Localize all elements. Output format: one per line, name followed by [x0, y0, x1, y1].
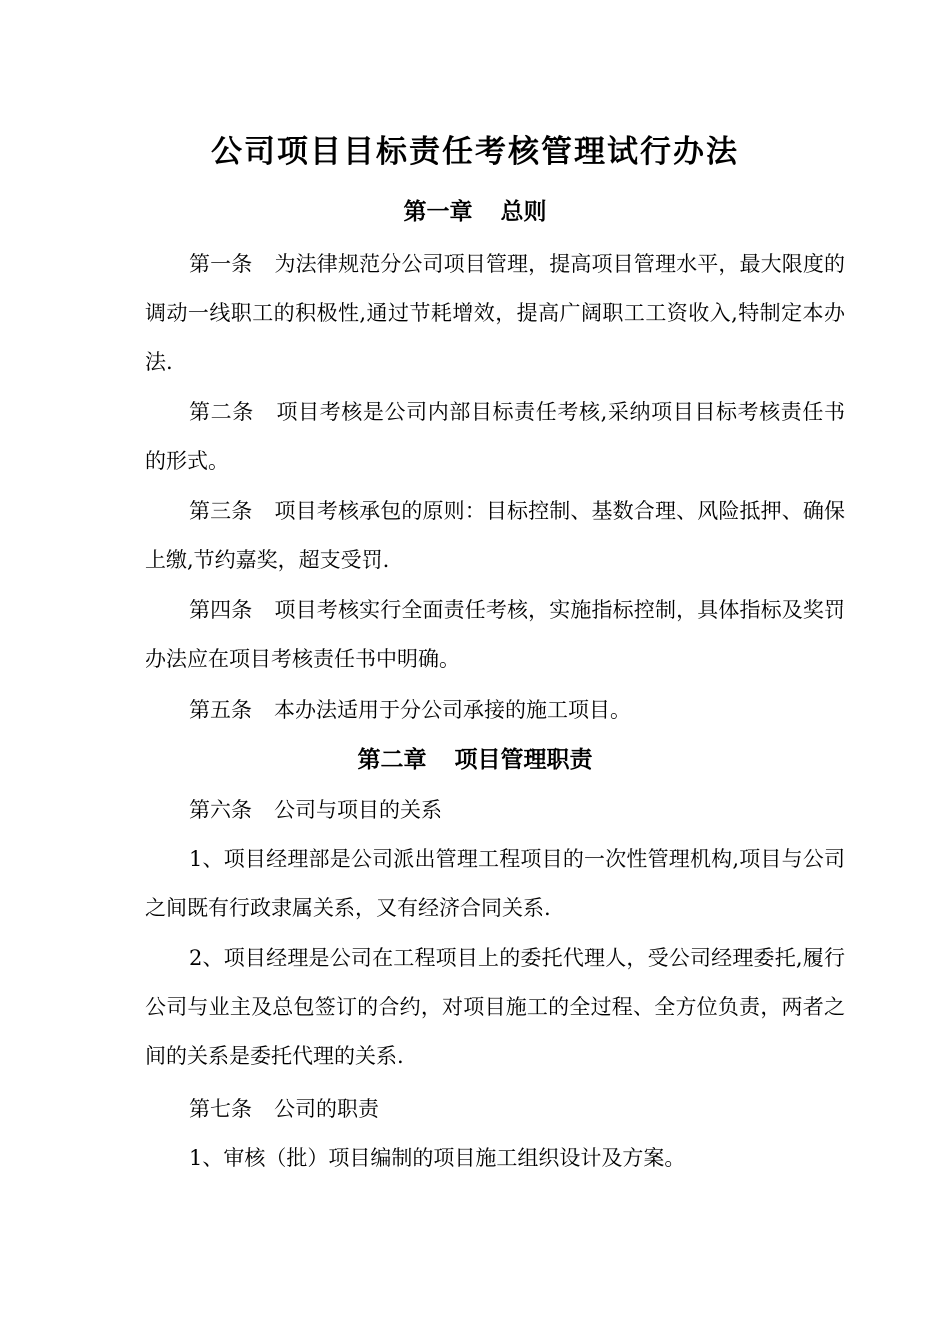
chapter-1-label: 第一章: [403, 198, 473, 225]
article-5-label: 第五条: [189, 698, 252, 722]
document-title: 公司项目目标责任考核管理试行办法: [211, 134, 739, 170]
article-6-item-1: 1、项目经理部是公司派出管理工程项目的一次性管理机构,项目与公司之间既有行政隶属关系，又有经济合同关系.: [145, 847, 845, 920]
article-1-text: 为法律规范分公司项目管理，提高项目管理水平，最大限度的调动一线职工的积极性,通过节耗增效，提高广阔职工工资收入,特制定本办法.: [145, 252, 846, 374]
article-6-item-2: 2、项目经理是公司在工程项目上的委托代理人，受公司经理委托,履行公司与业主及总包签订的合约，对项目施工的全过程、全方位负责，两者之间的关系是委托代理的关系.: [145, 946, 845, 1068]
article-2-label: 第二条: [189, 400, 254, 424]
article-7-item-1: 1、审核（批）项目编制的项目施工组织设计及方案。: [189, 1146, 686, 1170]
article-3: [145, 487, 845, 585]
article-2-text: 项目考核是公司内部目标责任考核,采纳项目目标考核责任书的形式。: [145, 400, 845, 473]
article-7: [189, 1085, 379, 1134]
chapter-2-label: 第二章: [357, 746, 427, 773]
article-4-label: 第四条: [189, 598, 253, 622]
chapter-1-name: 总则: [500, 198, 547, 225]
article-6: [189, 786, 442, 835]
article-3-label: 第三条: [189, 499, 253, 523]
article-4-text: 项目考核实行全面责任考核，实施指标控制，具体指标及奖罚办法应在项目考核责任书中明确。: [145, 598, 846, 671]
article-6-text: 公司与项目的关系: [274, 798, 442, 822]
article-1-label: 第一条: [189, 252, 253, 276]
article-7-text: 公司的职责: [274, 1097, 379, 1121]
chapter-1-heading: [0, 196, 950, 228]
article-5-text: 本办法适用于分公司承接的施工项目。: [274, 698, 631, 722]
article-7-label: 第七条: [189, 1097, 252, 1121]
article-2: [145, 388, 845, 486]
article-3-text: 项目考核承包的原则：目标控制、基数合理、风险抵押、确保上缴,节约嘉奖，超支受罚.: [145, 499, 846, 572]
chapter-2-name: 项目管理职责: [454, 746, 593, 773]
article-1: [145, 240, 845, 387]
article-5: [145, 686, 845, 735]
chapter-2-heading: [0, 744, 950, 776]
article-6-label: 第六条: [189, 798, 252, 822]
article-4: [145, 586, 845, 684]
